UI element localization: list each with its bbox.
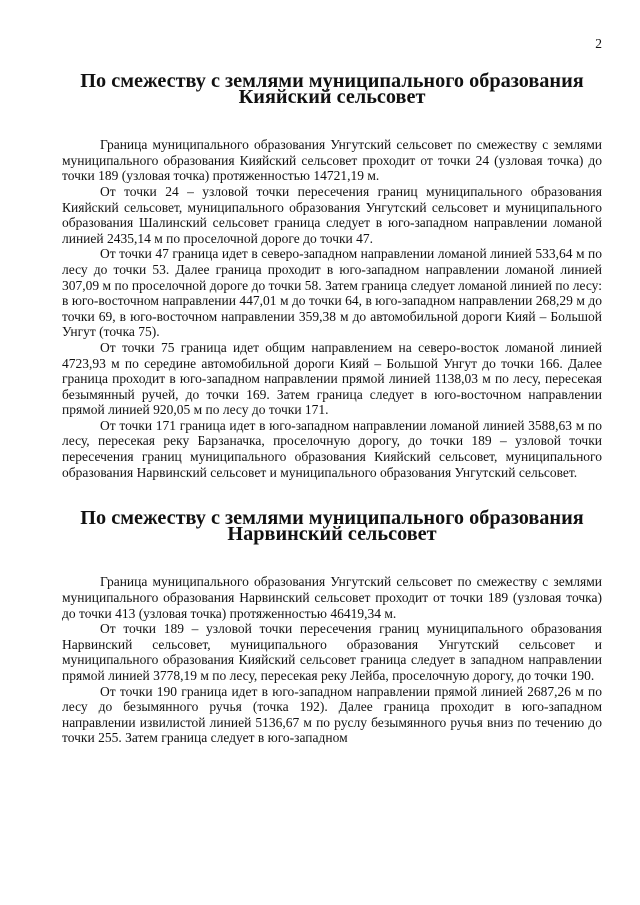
paragraph: От точки 189 – узловой точки пересечения границ муниципального образования Нарвинский сельсовет, муниципального образования Унгутский сельсовет и муниципального образования Кияйский сельсовет граница следует в западном направлении прямой линией 3778,19 м по лесу, пересекая реку Лейба, проселочную дорогу, до точки 190. [62,621,602,683]
heading-line: По смежеству с землями муниципального образования [80,507,584,530]
paragraph: Граница муниципального образования Унгутский сельсовет по смежеству с землями муниципального образования Кияйский сельсовет проходит от точки 24 (узловая точка) до точки 189 (узловая точка) протяженностью 14721,19 м. [62,137,602,184]
section-heading-narva [62,507,602,545]
paragraph: От точки 171 граница идет в юго-западном направлении ломаной линией 3588,63 м по лесу, пересекая реку Барзаначка, проселочную дорогу, до точки 189 – узловой точки пересечения границ муниципального образования Кияйский сельсовет, муниципального образования Нарвинский сельсовет и муниципального образования Унгутский сельсовет. [62,417,602,480]
section-heading-kiyai [62,70,602,108]
page-number: 2 [595,36,602,51]
heading-line: По смежеству с землями муниципального образования [80,70,584,92]
paragraph: Граница муниципального образования Унгутский сельсовет по смежеству с землями муниципального образования Нарвинский сельсовет проходит от точки 189 (узловая точка) до точки 413 (узловая точка) протяженностью 46419,34 м. [62,574,602,621]
paragraph: От точки 190 граница идет в юго-западном направлении прямой линией 2687,26 м по лесу до безымянного ручья (точка 192). Далее граница проходит в юго-западном направлении извилистой линией 5136,67 м по руслу безымянного ручья вниз по течению до точки 255. Затем граница следует в юго-западном [62,683,602,746]
paragraph: От точки 75 граница идет общим направлением на северо-восток ломаной линией 4723,93 м по середине автомобильной дороги Кияй – Большой Унгут до точки 166. Далее граница проходит в юго-западном направлении прямой линией 1138,03 м по лесу, пересекая безымянный ручей, до точки 169. Затем граница следует в юго-восточном направлении прямой линией 920,05 м по лесу до точки 171. [62,339,602,418]
heading-line: Нарвинский сельсовет [227,522,437,545]
paragraph: От точки 47 граница идет в северо-западном направлении ломаной линией 533,64 м по лесу до точки 53. Далее граница проходит в юго-западном направлении ломаной линией 307,09 м по проселочной дороге до точки 58. Затем граница следует ломаной линией по лесу: в юго-восточном направлении 447,01 м до точки 64, в юго-западном направлении 268,29 м до точки 69, в юго-восточном направлении 359,38 м до автомобильной дороги Кияй – Большой Унгут (точка 75). [62,246,602,340]
document-body [62,70,602,746]
paragraph: От точки 24 – узловой точки пересечения границ муниципального образования Кияйский сельсовет, муниципального образования Унгутский сельсовет и муниципального образования Шалинский сельсовет граница следует в юго-западном направлении ломаной линией 2435,14 м по проселочной дороге до точки 47. [62,183,602,246]
heading-line: Кияйский сельсовет [238,85,426,108]
